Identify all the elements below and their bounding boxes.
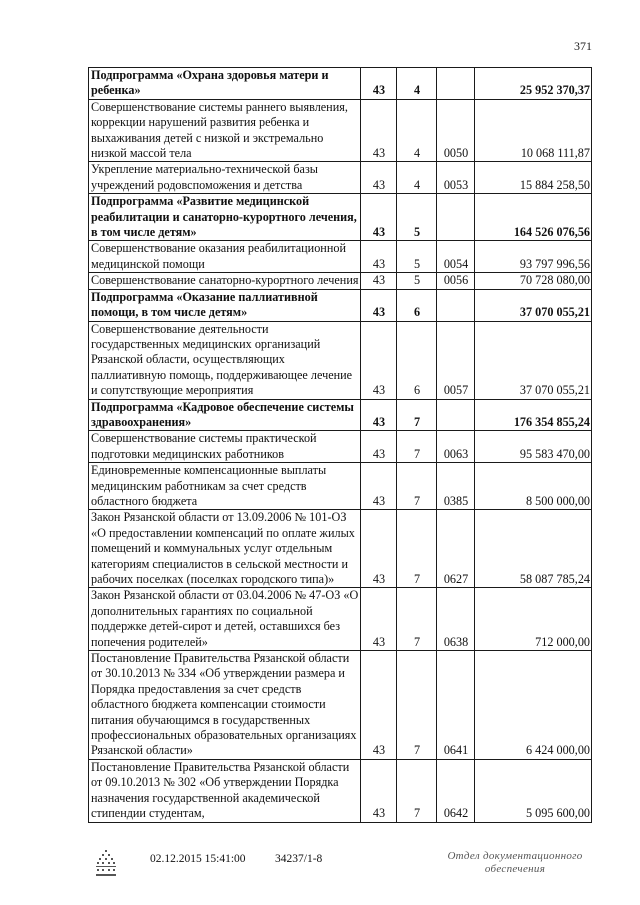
row-amount: 93 797 996,56 — [475, 241, 592, 273]
footer-document-code: 34237/1-8 — [275, 853, 323, 865]
row-description: Совершенствование санаторно-курортного лечения — [89, 273, 361, 289]
subprogram-row — [89, 399, 592, 431]
row-amount: 95 583 470,00 — [475, 431, 592, 463]
row-description: Подпрограмма «Развитие медицинской реабилитации и санаторно-курортного лечения, в том числе детям» — [89, 194, 361, 241]
stamp-icon — [94, 848, 118, 878]
row-description: Подпрограмма «Охрана здоровья матери и ребенка» — [89, 68, 361, 100]
row-description: Закон Рязанской области от 13.09.2006 № 101-ОЗ «О предоставлении компенсаций по оплате жилых помещений и коммунальных услуг отдельным категориям специалистов в сельской местности и рабочих поселках (поселках городского типа)» — [89, 510, 361, 588]
budget-table — [88, 67, 592, 823]
row-code-1: 43 — [361, 68, 397, 100]
row-code-1: 43 — [361, 431, 397, 463]
row-amount: 164 526 076,56 — [475, 194, 592, 241]
page-number: 371 — [574, 39, 592, 53]
row-code-3: 0057 — [437, 321, 475, 399]
row-code-3 — [437, 399, 475, 431]
row-code-3: 0054 — [437, 241, 475, 273]
row-code-2: 7 — [397, 463, 437, 510]
row-code-1: 43 — [361, 241, 397, 273]
row-code-1: 43 — [361, 273, 397, 289]
row-code-3 — [437, 68, 475, 100]
row-code-3: 0638 — [437, 588, 475, 651]
row-description: Совершенствование оказания реабилитационной медицинской помощи — [89, 241, 361, 273]
row-description: Подпрограмма «Оказание паллиативной помощи, в том числе детям» — [89, 289, 361, 321]
row-code-3: 0641 — [437, 651, 475, 760]
row-code-2: 7 — [397, 399, 437, 431]
department-line-1: Отдел документационного — [447, 850, 583, 862]
subprogram-row — [89, 289, 592, 321]
table-row — [89, 431, 592, 463]
table-row — [89, 759, 592, 822]
row-amount: 10 068 111,87 — [475, 99, 592, 162]
department-line-2: обеспечения — [484, 863, 546, 875]
row-code-3: 0385 — [437, 463, 475, 510]
row-code-3: 0050 — [437, 99, 475, 162]
table-row — [89, 651, 592, 760]
table-row — [89, 510, 592, 588]
row-code-3 — [437, 194, 475, 241]
row-code-2: 7 — [397, 431, 437, 463]
row-amount: 25 952 370,37 — [475, 68, 592, 100]
row-description: Укрепление материально-технической базы учреждений родовспоможения и детства — [89, 162, 361, 194]
row-amount: 15 884 258,50 — [475, 162, 592, 194]
row-code-1: 43 — [361, 651, 397, 760]
row-amount: 712 000,00 — [475, 588, 592, 651]
subprogram-row — [89, 194, 592, 241]
row-code-1: 43 — [361, 399, 397, 431]
row-code-3: 0642 — [437, 759, 475, 822]
row-amount: 6 424 000,00 — [475, 651, 592, 760]
row-code-1: 43 — [361, 463, 397, 510]
row-amount: 58 087 785,24 — [475, 510, 592, 588]
row-code-2: 4 — [397, 162, 437, 194]
row-code-2: 7 — [397, 759, 437, 822]
row-code-2: 7 — [397, 510, 437, 588]
row-code-1: 43 — [361, 289, 397, 321]
footer-department-stamp — [440, 850, 590, 876]
row-code-3: 0063 — [437, 431, 475, 463]
table-row — [89, 463, 592, 510]
table-row — [89, 321, 592, 399]
row-code-2: 5 — [397, 194, 437, 241]
table-row — [89, 273, 592, 289]
row-code-2: 5 — [397, 273, 437, 289]
row-code-3: 0053 — [437, 162, 475, 194]
row-description: Совершенствование системы раннего выявления, коррекции нарушений развития ребенка и выхаживания детей с низкой и экстремально низкой массой тела — [89, 99, 361, 162]
row-amount: 8 500 000,00 — [475, 463, 592, 510]
row-amount: 37 070 055,21 — [475, 321, 592, 399]
row-code-1: 43 — [361, 194, 397, 241]
row-code-1: 43 — [361, 99, 397, 162]
table-row — [89, 99, 592, 162]
row-code-2: 6 — [397, 289, 437, 321]
footer-timestamp: 02.12.2015 15:41:00 — [150, 853, 246, 865]
row-description: Единовременные компенсационные выплаты медицинским работникам за счет средств областного бюджета — [89, 463, 361, 510]
row-description: Закон Рязанской области от 03.04.2006 № 47-ОЗ «О дополнительных гарантиях по социальной поддержке детей-сирот и детей, оставшихся без попечения родителей» — [89, 588, 361, 651]
row-code-1: 43 — [361, 162, 397, 194]
row-code-2: 4 — [397, 68, 437, 100]
table-row — [89, 162, 592, 194]
row-code-1: 43 — [361, 510, 397, 588]
row-code-3: 0056 — [437, 273, 475, 289]
row-description: Совершенствование деятельности государственных медицинских организаций Рязанской области, осуществляющих паллиативную помощь, поддерживающее лечение и сопутствующие мероприятия — [89, 321, 361, 399]
row-amount: 37 070 055,21 — [475, 289, 592, 321]
row-code-1: 43 — [361, 588, 397, 651]
row-code-1: 43 — [361, 321, 397, 399]
row-code-2: 7 — [397, 651, 437, 760]
row-description: Совершенствование системы практической подготовки медицинских работников — [89, 431, 361, 463]
subprogram-row — [89, 68, 592, 100]
row-amount: 70 728 080,00 — [475, 273, 592, 289]
row-code-2: 7 — [397, 588, 437, 651]
row-description: Подпрограмма «Кадровое обеспечение системы здравоохранения» — [89, 399, 361, 431]
row-code-2: 4 — [397, 99, 437, 162]
row-code-3 — [437, 289, 475, 321]
row-amount: 5 095 600,00 — [475, 759, 592, 822]
row-amount: 176 354 855,24 — [475, 399, 592, 431]
table-row — [89, 588, 592, 651]
row-code-2: 5 — [397, 241, 437, 273]
row-description: Постановление Правительства Рязанской области от 09.10.2013 № 302 «Об утверждении Порядка назначения государственной академической стипендии студентам, — [89, 759, 361, 822]
table-row — [89, 241, 592, 273]
row-code-3: 0627 — [437, 510, 475, 588]
row-description: Постановление Правительства Рязанской области от 30.10.2013 № 334 «Об утверждении размера и Порядка предоставления за счет средств областного бюджета компенсации стоимости питания обучающимся в государственных профессиональных образовательных организациях Рязанской области» — [89, 651, 361, 760]
row-code-1: 43 — [361, 759, 397, 822]
row-code-2: 6 — [397, 321, 437, 399]
